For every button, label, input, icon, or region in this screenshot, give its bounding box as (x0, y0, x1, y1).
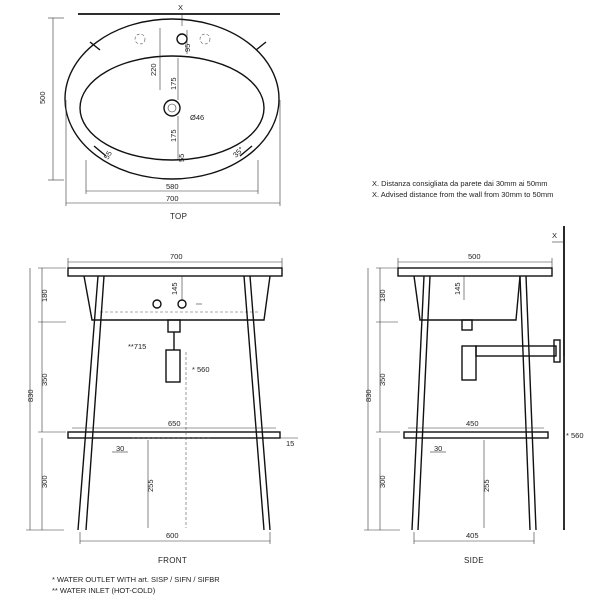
side-leg-front-outer (412, 276, 424, 530)
side-dim-560: * 560 (566, 431, 584, 440)
note-english: X. Advised distance from the wall from 30mm to 50mm (372, 190, 554, 199)
side-basin-top (398, 268, 552, 276)
front-dim-180: 180 (40, 289, 49, 302)
side-dim-405: 405 (466, 531, 479, 540)
dim-55-left: 55 (101, 149, 114, 161)
side-wall-pipe (476, 346, 556, 356)
dim-700-top: 700 (166, 194, 179, 203)
front-dim-600: 600 (166, 531, 179, 540)
dim-220: 220 (149, 63, 158, 76)
front-shelf (68, 432, 280, 438)
dim-drain-diameter: Ø46 (190, 113, 205, 122)
side-leg-back-outer (520, 276, 530, 530)
front-dim-15: 15 (286, 439, 295, 448)
angle-35-right: 35° (231, 145, 246, 160)
tap-hole-center (177, 34, 187, 44)
side-dim-255: 255 (482, 479, 491, 492)
front-siphon (166, 350, 180, 382)
top-view (38, 3, 280, 221)
front-dim-650: 650 (168, 419, 181, 428)
tap-hole-right (200, 34, 210, 44)
footnotes (52, 575, 220, 595)
label-front: FRONT (158, 556, 188, 565)
x-marker: X (178, 3, 184, 12)
dim-175-upper: 175 (169, 77, 178, 90)
side-x-marker: X (552, 231, 558, 240)
dim-580: 580 (166, 182, 179, 191)
side-dim-500: 500 (468, 252, 481, 261)
drain-inner (168, 104, 176, 112)
dim-500: 500 (38, 91, 47, 104)
footnote-water-outlet: * WATER OUTLET WITH art. SISP / SIFN / SIFBR (52, 575, 220, 584)
side-dim-350: 350 (378, 373, 387, 386)
side-dim-30: 30 (434, 444, 443, 453)
distance-notes (372, 179, 553, 199)
side-dim-180: 180 (378, 289, 387, 302)
front-view (26, 252, 298, 565)
front-basin-top (68, 268, 282, 276)
side-leg-back-inner (526, 276, 536, 530)
front-dim-700: 700 (170, 252, 183, 261)
front-dim-350: 350 (40, 373, 49, 386)
basin-bowl (80, 56, 264, 160)
front-dim-715: **715 (128, 342, 147, 351)
side-dim-830: 830 (364, 389, 373, 402)
note-italian: X. Distanza consigliata da parete dai 30mm ai 50mm (372, 179, 548, 188)
dim-175-lower: 175 (169, 129, 178, 142)
dim-95: 95 (183, 43, 192, 52)
front-dim-30: 30 (116, 444, 125, 453)
front-waste-outlet (168, 320, 180, 332)
side-siphon (462, 346, 476, 380)
front-dim-830: 830 (26, 389, 35, 402)
basin-outer-rim (65, 19, 279, 179)
side-dim-300: 300 (378, 475, 387, 488)
front-leg-right-outer (244, 276, 264, 530)
drain-outer (164, 100, 180, 116)
front-dim-145: 145 (170, 282, 179, 295)
front-dim-255: 255 (146, 479, 155, 492)
front-dim-560: * 560 (192, 365, 210, 374)
front-leg-right-inner (250, 276, 270, 530)
side-dim-145: 145 (453, 282, 462, 295)
footnote-water-inlet: ** WATER INLET (HOT-COLD) (52, 586, 156, 595)
dim-55-right: 55 (177, 153, 186, 162)
side-dim-450: 450 (466, 419, 479, 428)
front-dim-300: 300 (40, 475, 49, 488)
side-view (364, 226, 584, 565)
label-top: TOP (170, 212, 188, 221)
tap-hole-left (135, 34, 145, 44)
label-side: SIDE (464, 556, 484, 565)
